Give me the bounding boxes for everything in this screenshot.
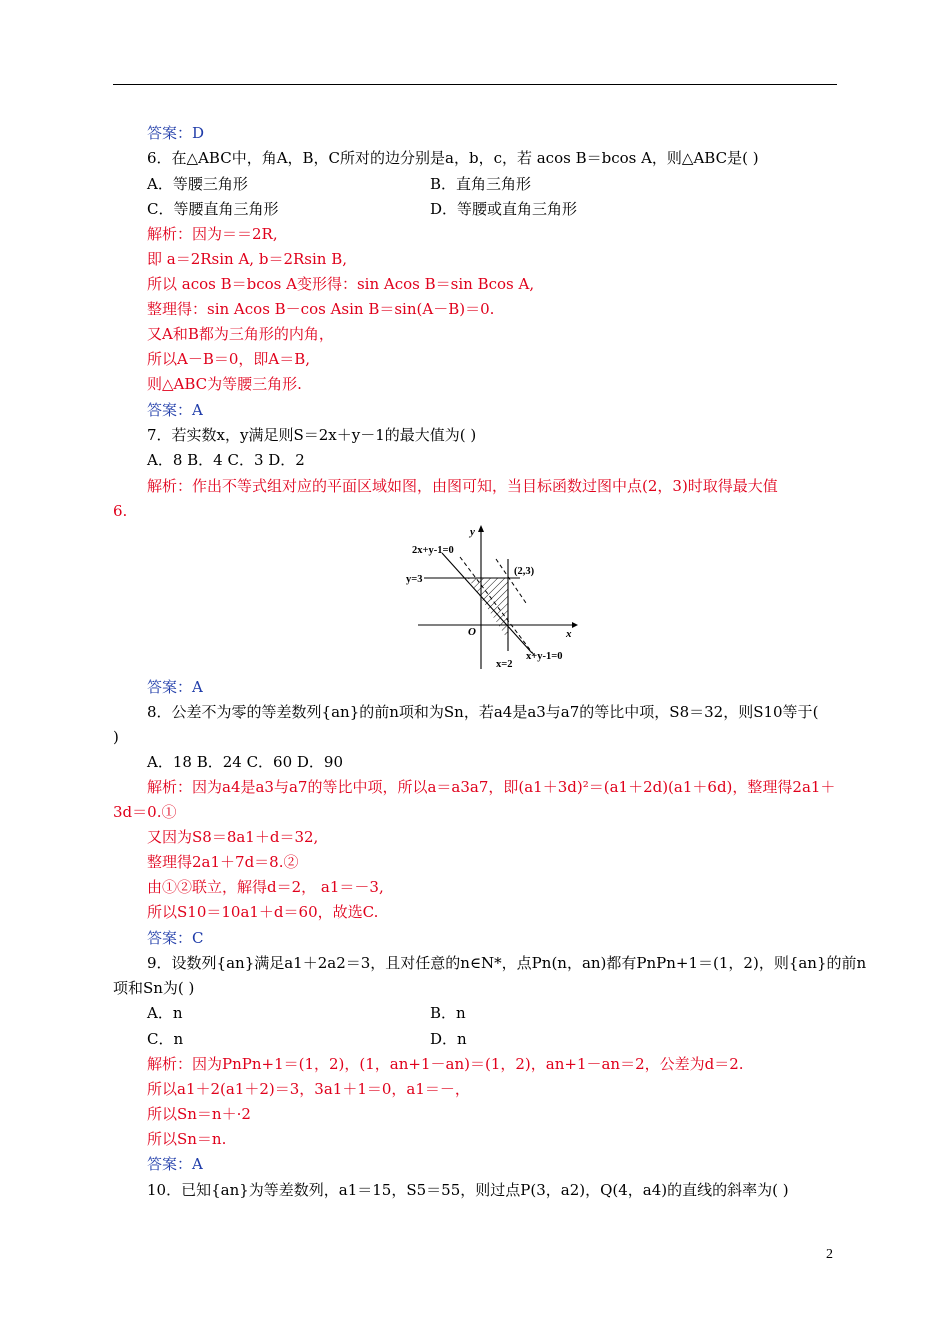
label-x: x: [566, 628, 572, 640]
label-origin: O: [468, 626, 476, 638]
solution-line: 所以Sn＝n.: [147, 1130, 227, 1148]
question-9: 9．设数列{an}满足a1＋2a2＝3，且对任意的n∈N*，点Pn(n，an)都有PnPn+1＝(1，2)，则{an}的前n: [147, 954, 867, 972]
question-10: 10．已知{an}为等差数列，a1＝15，S5＝55，则过点P(3，a2)，Q(4，a4)的直线的斜率为( ): [147, 1181, 789, 1199]
solution-line: 所以A－B＝0，即A＝B,: [147, 350, 311, 368]
solution-line: 解析：作出不等式组对应的平面区域如图，由图可知，当目标函数过图中点(2，3)时取得最大值: [147, 477, 778, 495]
x-axis-arrow: [572, 622, 578, 628]
options-row: [147, 1029, 847, 1049]
solution-line: 所以Sn＝n＋·2: [147, 1105, 251, 1123]
label-point: (2,3): [514, 566, 535, 577]
label-y3: y=3: [406, 574, 423, 585]
solution-line: 由①②联立，解得d＝2， a1＝－3,: [147, 878, 384, 896]
options-row: [147, 1003, 847, 1023]
answer-label: 答案：C: [147, 929, 204, 947]
solution-line: 整理得2a1＋7d＝8.②: [147, 853, 299, 871]
solution-line: 又因为S8＝8a1＋d＝32,: [147, 828, 319, 846]
question-9-cont: 项和Sn为( ): [113, 979, 195, 997]
solution-line: 所以 acos B＝bcos A变形得：sin Acos B＝sin Bcos A,: [147, 275, 535, 293]
solution-line: 整理得：sin Acos B－cos Asin B＝sin(A－B)＝0.: [147, 300, 495, 318]
option-c: C．等腰直角三角形: [147, 200, 279, 218]
question-6: 6．在△ABC中，角A，B，C所对的边分别是a，b，c，若 acos B＝bcos A，则△ABC是( ): [147, 149, 759, 167]
solution-line: 所以S10＝10a1＋d＝60，故选C.: [147, 903, 379, 921]
solution-line: 解析：因为PnPn+1＝(1，2)，(1，an+1－an)＝(1，2)，an+1－an＝2，公差为d＝2.: [147, 1055, 744, 1073]
solution-line: 即 a＝2Rsin A, b＝2Rsin B,: [147, 250, 347, 268]
solution-line: 6.: [113, 502, 128, 520]
solution-line: 又A和B都为三角形的内角，: [147, 325, 334, 343]
answer-label: 答案：A: [147, 401, 203, 419]
answer-label: 答案：A: [147, 1155, 203, 1173]
options-row: [147, 199, 847, 219]
question-8-cont: ): [113, 728, 119, 746]
solution-line: 则△ABC为等腰三角形.: [147, 375, 302, 393]
label-x2: x=2: [496, 659, 513, 670]
page-number: 2: [826, 1247, 833, 1262]
option-c: C．n: [147, 1030, 184, 1048]
option-a: A．n: [147, 1004, 183, 1022]
options-row: A．8 B．4 C．3 D．2: [147, 451, 305, 469]
option-a: A．等腰三角形: [147, 175, 248, 193]
question-7: 7．若实数x，y满足则S＝2x＋y－1的最大值为( ): [147, 426, 477, 444]
solution-line: 解析：因为a4是a3与a7的等比中项，所以a＝a3a7，即(a1＋3d)²＝(a1＋2d)(a1＋6d)，整理得2a1＋: [147, 778, 836, 796]
feasible-region-figure: [404, 523, 584, 671]
solution-line: 3d＝0.①: [113, 803, 177, 821]
header-rule: [113, 84, 837, 85]
solution-line: 解析：因为＝＝2R,: [147, 225, 278, 243]
label-eq1: 2x+y-1=0: [412, 545, 454, 556]
label-eq2: x+y-1=0: [526, 651, 563, 662]
option-b: B．n: [430, 1004, 466, 1022]
option-d: D．等腰或直角三角形: [430, 200, 578, 218]
option-d: D．n: [430, 1030, 467, 1048]
answer-label: 答案：D: [147, 124, 205, 142]
y-axis-arrow: [478, 525, 484, 532]
options-row: A．18 B．24 C．60 D．90: [147, 753, 344, 771]
solution-line: 所以a1＋2(a1＋2)＝3，3a1＋1＝0，a1＝－，: [147, 1080, 470, 1098]
question-8: 8．公差不为零的等差数列{an}的前n项和为Sn，若a4是a3与a7的等比中项，S8＝32，则S10等于(: [147, 703, 819, 721]
option-b: B．直角三角形: [430, 175, 532, 193]
answer-label: 答案：A: [147, 678, 203, 696]
options-row: [147, 174, 847, 194]
label-y: y: [470, 526, 475, 538]
